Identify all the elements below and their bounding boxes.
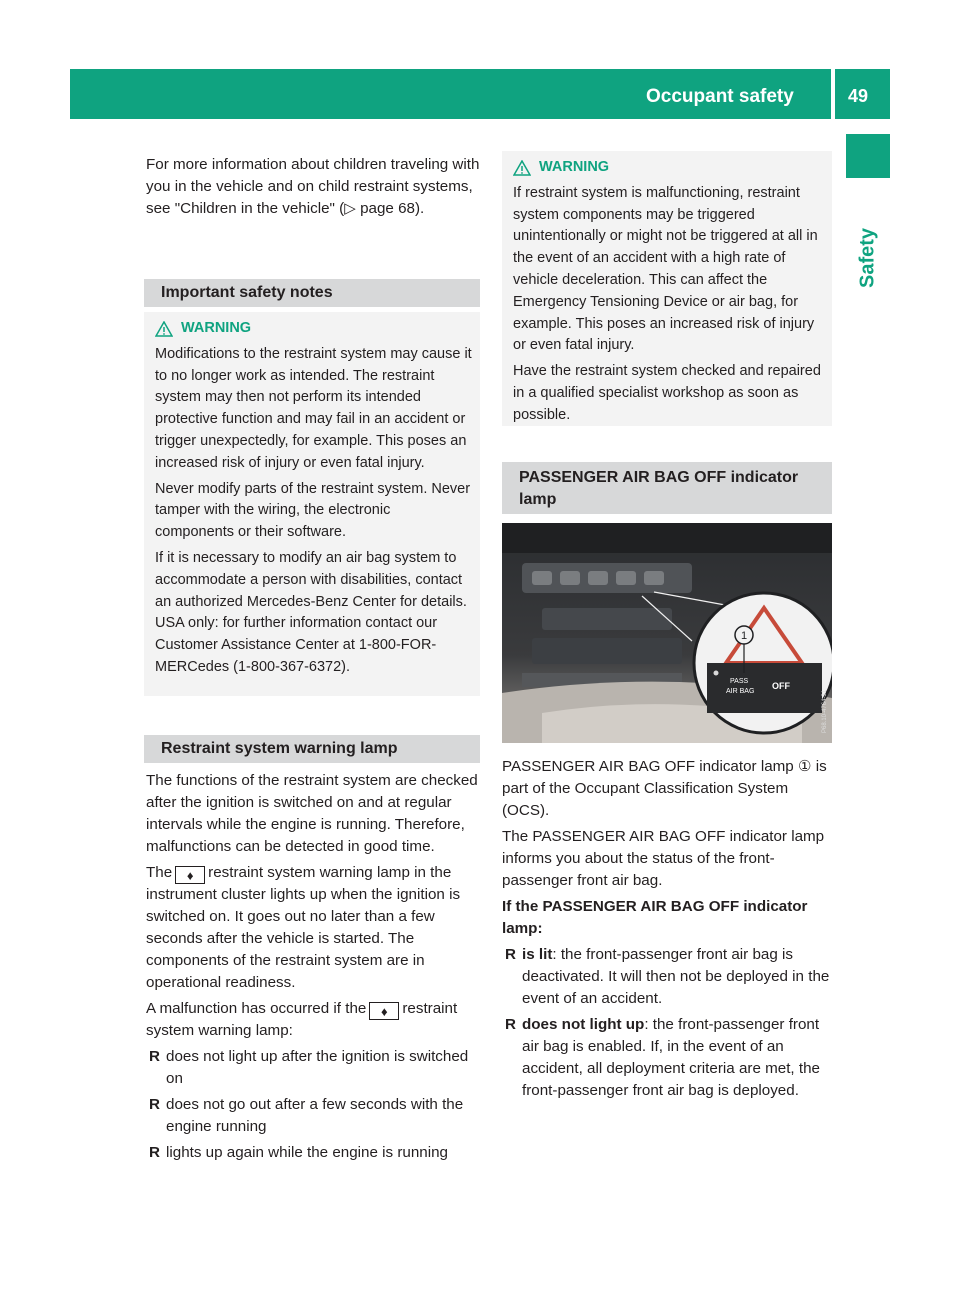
airbag-text-2: The PASSENGER AIR BAG OFF indicator lamp informs you about the status of the front-passenger front air bag. — [502, 828, 825, 889]
heading-important-safety-notes: Important safety notes — [144, 279, 480, 307]
list-item: R is lit: the front-passenger front air bag is deactivated. It will then not be deployed in the event of an accident. — [505, 946, 830, 1007]
restraint-text-1: The functions of the restraint system are checked after the ignition is switched on and at regular intervals while the engine is running. Therefore, malfunctions can be detected in good time. — [146, 772, 478, 855]
restraint-text-3: A malfunction has occurred if the ♦ restraint system warning lamp: — [146, 1000, 458, 1039]
restraint-warning-lamp-icon: ♦ — [369, 1002, 399, 1020]
airbag-indicator-body — [502, 756, 834, 1102]
warning1-text-1: Modifications to the restraint system may cause it to no longer work as intended. The restraint system may then not perform its intended protective function and may fail in an accident or trigger unexpectedly, for example. This poses an increased risk of injury or even fatal injury. — [155, 345, 472, 471]
page-title: Occupant safety — [646, 86, 794, 107]
warning-triangle-icon — [155, 321, 173, 337]
list-item: R does not go out after a few seconds with the engine running — [149, 1096, 464, 1135]
photo-label-pass: PASS — [730, 678, 749, 685]
warning-triangle-icon — [513, 160, 531, 176]
airbag-text-1: PASSENGER AIR BAG OFF indicator lamp ① is part of the Occupant Classification System (OCS). — [502, 758, 827, 819]
photo-label-off: OFF — [772, 681, 790, 691]
warning1-text-3: If it is necessary to modify an air bag system to accommodate a person with disabilities, contact an authorized Mercedes-Benz Center for details. USA only: for further information contact our Customer Assistance Center at 1-800-FOR-MERCedes (1-800-367-6372). — [155, 549, 467, 675]
photo-reference: P68.10-4764-31 — [822, 689, 828, 733]
section-side-label: Safety — [856, 227, 879, 289]
restraint-warning-lamp-icon: ♦ — [175, 866, 205, 884]
heading-restraint-warning-lamp: Restraint system warning lamp — [144, 735, 480, 763]
warning-title-2: WARNING — [513, 157, 824, 179]
intro-text: For more information about children traveling with you in the vehicle and on child restraint systems, see "Children in the vehicle" (▷ page 68). — [146, 156, 480, 217]
restraint-lamp-body — [146, 770, 480, 1164]
list-item: R does not light up after the ignition is switched on — [149, 1048, 469, 1087]
airbag-indicator-photo — [502, 523, 832, 743]
warning-box-1 — [144, 312, 480, 696]
warning1-text-2: Never modify parts of the restraint system. Never tamper with the wiring, the electronic components or their software. — [155, 480, 471, 541]
heading-passenger-airbag-off: PASSENGER AIR BAG OFF indicator lamp — [502, 462, 832, 514]
restraint-text-2: The ♦ restraint system warning lamp in the instrument cluster lights up when the ignition is switched on. It goes out no later than a few seconds after the vehicle is started. The components of the restraint system are in operational readiness. — [146, 864, 461, 991]
photo-callout-number: 1 — [740, 630, 748, 642]
airbag-subheading: If the PASSENGER AIR BAG OFF indicator lamp: — [502, 898, 808, 937]
list-item: R lights up again while the engine is running — [149, 1144, 449, 1161]
photo-label-airbag: AIR BAG — [726, 688, 755, 695]
warning-title-1: WARNING — [155, 318, 472, 340]
warning-box-2 — [502, 151, 832, 426]
page-number: 49 — [848, 86, 869, 106]
warning2-text-1: If restraint system is malfunctioning, restraint system components may be triggered unintentionally or might not be triggered at all in the event of an accident with a high rate of vehicle deceleration. This can affect the Emergency Tensioning Device or air bag, for example. This poses an increased risk of injury or even fatal injury. — [513, 184, 818, 354]
section-tab — [846, 134, 890, 178]
list-item: R does not light up: the front-passenger front air bag is enabled. If, in the event of an accident, all deployment criteria are met, the front-passenger front air bag is deployed. — [505, 1016, 820, 1099]
warning2-text-2: Have the restraint system checked and repaired in a qualified specialist workshop as soon as possible. — [513, 363, 821, 423]
